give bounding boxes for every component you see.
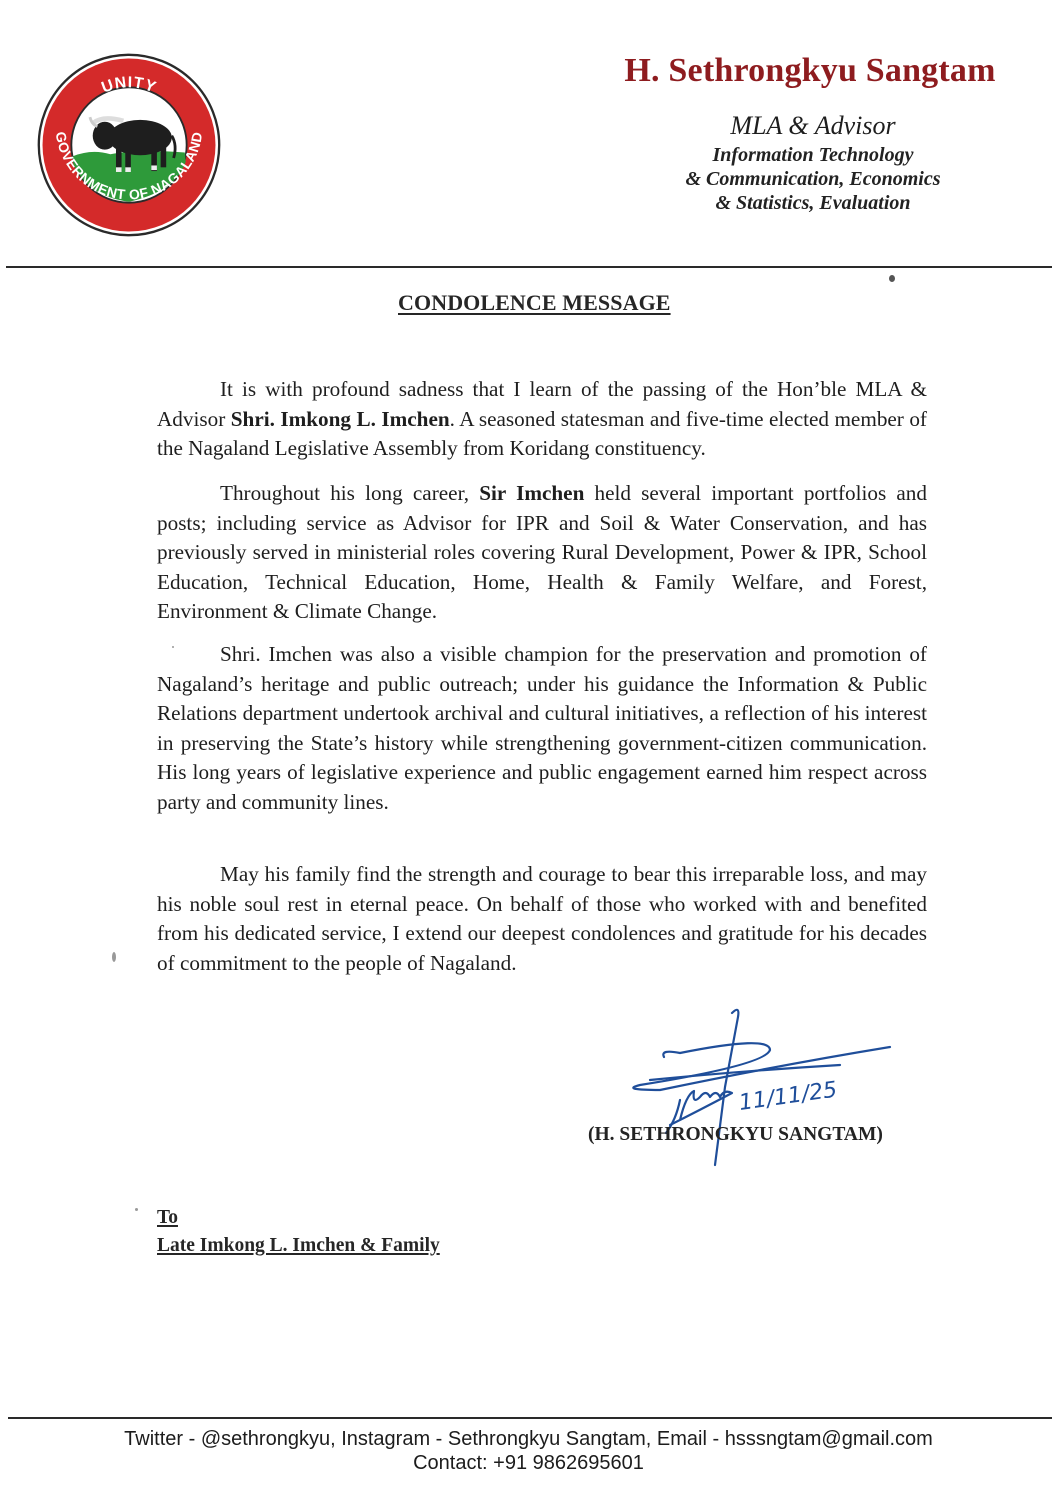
addressee-block	[157, 1204, 440, 1260]
header-divider	[6, 266, 1052, 268]
footer-social-line: Twitter - @sethrongkyu, Instagram - Sethrongkyu Sangtam, Email - hsssngtam@gmail.com	[124, 1428, 933, 1450]
letterhead-role: MLA & Advisor	[730, 111, 896, 140]
government-of-nagaland-emblem	[36, 52, 222, 238]
portfolio-line: & Statistics, Evaluation	[715, 192, 911, 214]
scan-speck	[172, 646, 174, 648]
ink-dot	[889, 275, 895, 282]
paragraph-4	[157, 860, 927, 978]
paragraph-2	[157, 479, 927, 627]
addressee-label: To	[157, 1207, 178, 1228]
addressee-name: Late Imkong L. Imchen & Family	[157, 1235, 440, 1256]
portfolio-line: & Communication, Economics	[685, 168, 941, 190]
emblem-top-text: UNITY	[99, 74, 159, 97]
scan-speck	[135, 1208, 138, 1211]
signature-date: 11/11/25	[737, 1077, 839, 1116]
footer	[0, 1427, 1057, 1475]
honorific-name: Sir Imchen	[479, 481, 585, 505]
paragraph-text: Throughout his long career,	[220, 481, 480, 505]
signatory-name: (H. SETHRONGKYU SANGTAM)	[588, 1124, 883, 1145]
letterhead-portfolio	[600, 143, 1026, 215]
emblem-ring-text: GOVERNMENT OF NAGALAND	[52, 130, 206, 203]
handwritten-signature	[620, 1005, 900, 1175]
paragraph-text: It is with profound sadness that I learn of the passing of the Hon’ble MLA & Advisor	[157, 377, 927, 431]
scan-speck	[112, 952, 116, 962]
paragraph-1	[157, 375, 927, 464]
paragraph-text: . A seasoned statesman and five-time elected member of the Nagaland Legislative Assembly from Koridang constituency.	[157, 406, 927, 460]
footer-divider	[8, 1417, 1052, 1419]
paragraph-text: Shri. Imchen was also a visible champion for the preservation and promotion of Nagaland’s heritage and public outreach; under his guidance the Information & Public Relations department undertook archival and cultural initiatives, a reflection of his interest in preserving the State’s history while strengthening government-citizen communication. His long years of legislative experience and public engagement earned him respect across party and community lines.	[157, 642, 927, 814]
document-title: CONDOLENCE MESSAGE	[398, 290, 671, 315]
footer-contact-line: Contact: +91 9862695601	[413, 1452, 644, 1474]
paragraph-text: May his family find the strength and courage to bear this irreparable loss, and may his noble soul rest in eternal peace. On behalf of those who worked with and benefited from his dedicated service, I extend our deepest condolences and gratitude for his decades of commitment to the people of Nagaland.	[157, 862, 927, 975]
deceased-name: Shri. Imkong L. Imchen	[230, 406, 450, 431]
paragraph-text: held several important portfolios and posts; including service as Advisor for IPR and Soil & Water Conservation, and has previously served in ministerial roles covering Rural Development, Power & IPR, School Education, Technical Education, Home, Health & Family Welfare, and Forest, Environment & Climate Change.	[157, 481, 927, 623]
paragraph-3	[157, 640, 927, 817]
portfolio-line: Information Technology	[712, 144, 914, 166]
letterhead-name: H. Sethrongkyu Sangtam	[624, 52, 996, 89]
